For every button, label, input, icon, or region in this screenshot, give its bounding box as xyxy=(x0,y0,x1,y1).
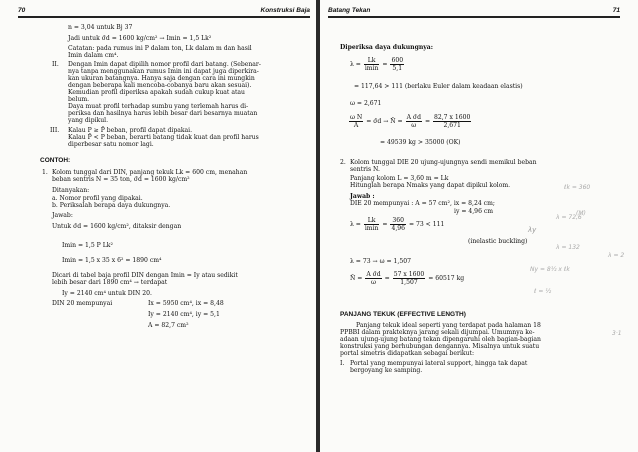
text-line: konstruksi yang berhubungan dengannya. Misalnya untuk suatu xyxy=(340,343,540,350)
text-line: portal simetris didapatkan sebagai berikut: xyxy=(340,350,475,357)
running-head: Batang Tekan xyxy=(328,7,371,14)
list-marker: II. xyxy=(52,61,59,68)
text-line: λ = 73 → ω = 1,507 xyxy=(350,258,411,265)
handwritten-note: 3·1 xyxy=(612,330,622,337)
list-marker: 2. xyxy=(340,159,346,166)
text-line: beban sentris N = 35 ton, σ̄d = 1600 kg/cm² xyxy=(52,176,190,183)
text-line: Kalau P ≥ P̄ beban, profil dapat dipakai. xyxy=(68,127,193,134)
handwritten-note: Ny = 8½ x ℓk xyxy=(530,266,570,273)
text-line: Untuk σ̄d = 1600 kg/cm², ditaksir dengan xyxy=(52,223,182,230)
text-line: diperbesar satu nomor lagi. xyxy=(68,141,154,148)
text-line: periksa dan hasilnya harus lebih besar dari besarnya muatan xyxy=(68,110,258,117)
handwritten-note: λ = 132 xyxy=(556,244,580,251)
handwritten-note: ℓ = ½ xyxy=(534,288,552,295)
text-line: Panjang kolom L = 3,60 m = Lk xyxy=(350,175,449,182)
formula-capacity-2: N̄ = $\frac{\text{A σ̄d}}{\omega}$ = $\frac{57 x 1600}{1,507}$ = 60517 kg xyxy=(350,271,465,286)
text-line: a. Nomor profil yang dipakai. xyxy=(52,195,143,202)
text-line: belum. xyxy=(68,96,90,103)
handwritten-note: λy xyxy=(528,226,537,234)
formula-lambda-2: λ = $\frac{Lk}{imin}$ = $\frac{360}{4,96}$ = 73 < 111 xyxy=(350,217,445,232)
text-line: Daya muat profil terhadap sumbu yang terlemah harus di- xyxy=(68,103,249,110)
handwritten-note: λ = 72,6 xyxy=(556,214,582,221)
text-line: = 117,64 > 111 (berlaku Euler dalam keadaan elastis) xyxy=(354,83,523,90)
text-line: PPBBI dalam prakteknya jarang sekali dijumpai. Umumnya ke- xyxy=(340,329,535,336)
list-marker: I. xyxy=(340,360,345,367)
section-heading: PANJANG TEKUK (EFFECTIVE LENGTH) xyxy=(340,311,466,318)
text-line: = 49539 kg > 35000 (OK) xyxy=(380,139,461,146)
list-marker: III. xyxy=(50,127,60,134)
text-line: Portal yang mempunyai lateral support, hingga tak dapat xyxy=(350,360,528,367)
text-line: b. Periksalah berapa daya dukungnya. xyxy=(52,202,171,209)
section-heading: CONTOH: xyxy=(40,157,71,164)
text-line: Catatan: pada rumus ini P dalam ton, Lk dalam m dan hasil xyxy=(68,45,252,52)
text-line: ω = 2,671 xyxy=(350,100,382,107)
text-line: iy = 4,96 cm xyxy=(454,208,494,215)
text-line: Jadi untuk σ̄d = 1600 kg/cm² → Imin = 1,5 Lk² xyxy=(68,35,212,42)
section-heading: Diperiksa daya dukungnya: xyxy=(340,44,434,51)
text-line: sentris N. xyxy=(350,166,380,173)
text-line: adaan ujung-ujung batang tekan dipengaruhi oleh bagian-bagian xyxy=(340,336,541,343)
text-line: A = 82,7 cm² xyxy=(148,322,189,329)
right-header xyxy=(328,4,620,18)
text-line: Jawab : xyxy=(350,193,375,200)
text-line: lebih besar dari 1890 cm⁴ → terdapat xyxy=(52,279,168,286)
text-line: Kolom tunggal dari DIN, panjang tekuk Lk = 600 cm, menahan xyxy=(52,169,248,176)
formula-capacity-1: $\frac{\text{ω N}}{A}$ = σ̄d → N̄ = $\frac{\text{A σ̄d}}{\omega}$ = $\frac{82,7 x 1600}{2,671}$ xyxy=(350,114,471,129)
text-line: Ditanyakan: xyxy=(52,187,90,194)
text-line: yang dipikul. xyxy=(68,117,109,124)
page-number: 71 xyxy=(612,7,620,14)
text-line: Dengan Imin dapat dipilih nomor profil dari batang. (Sebenar- xyxy=(68,61,261,68)
text-line: Kolom tunggal DIE 20 ujung-ujungnya sendi memikul beban xyxy=(350,159,537,166)
text-line: Imin dalam cm⁴. xyxy=(68,52,119,59)
text-line: Iy = 2140 cm⁴ untuk DIN 20. xyxy=(62,290,152,297)
page-number: 70 xyxy=(18,7,26,14)
text-line: DIE 20 mempunyai : A = 57 cm², ix = 8,24 cm; xyxy=(350,200,495,207)
handwritten-note: λ = 2 xyxy=(608,252,625,259)
text-line: DIN 20 mempunyai xyxy=(52,300,113,307)
text-line: Hitunglah berapa Nmaks yang dapat dipikul kolom. xyxy=(350,182,511,189)
text-line: Dicari di tabel baja profil DIN dengan Imin = Iy atau sedikit xyxy=(52,272,238,279)
running-head: Konstruksi Baja xyxy=(260,7,310,14)
left-header xyxy=(18,4,310,18)
right-page xyxy=(320,0,638,452)
text-line: Jawab: xyxy=(52,212,73,219)
handwritten-note: ℓk = 360 xyxy=(564,184,591,191)
text-line: Ix = 5950 cm⁴, ix = 8,48 xyxy=(148,300,224,307)
left-page xyxy=(0,0,318,452)
text-line: nya tanpa menggunakan rumus Imin ini dapat juga diperkira- xyxy=(68,68,259,75)
formula-line: Imin = 1,5 P Lk² xyxy=(62,242,113,249)
text-line: Kalau P̄ < P beban, berarti batang tidak kuat dan profil harus xyxy=(68,134,259,141)
handwritten-note: (M) xyxy=(576,210,586,217)
text-line: Iy = 2140 cm⁴, iy = 5,1 xyxy=(148,311,220,318)
list-marker: 1. xyxy=(42,169,48,176)
text-line: bergoyang ke samping. xyxy=(350,367,423,374)
formula-line: Imin = 1,5 x 35 x 6² = 1890 cm⁴ xyxy=(62,257,162,264)
text-line: Panjang tekuk ideal seperti yang terdapat pada halaman 18 xyxy=(356,322,541,329)
text-line: Kemudian profil diperiksa apakah sudah cukup kuat atau xyxy=(68,89,245,96)
formula-lambda-1: λ = $\frac{Lk}{imin}$ = $\frac{600}{5,1}$ xyxy=(350,57,404,72)
text-line: dengan beberapa kali mencoba-cobanya baru akan sesuai). xyxy=(68,82,252,89)
text-line: kan ukuran batangnya. Hanya saja dengan cara ini mungkin xyxy=(68,75,255,82)
text-line: (inelastic buckling) xyxy=(468,238,528,245)
text-line: n = 3,04 untuk Bj 37 xyxy=(68,24,133,31)
